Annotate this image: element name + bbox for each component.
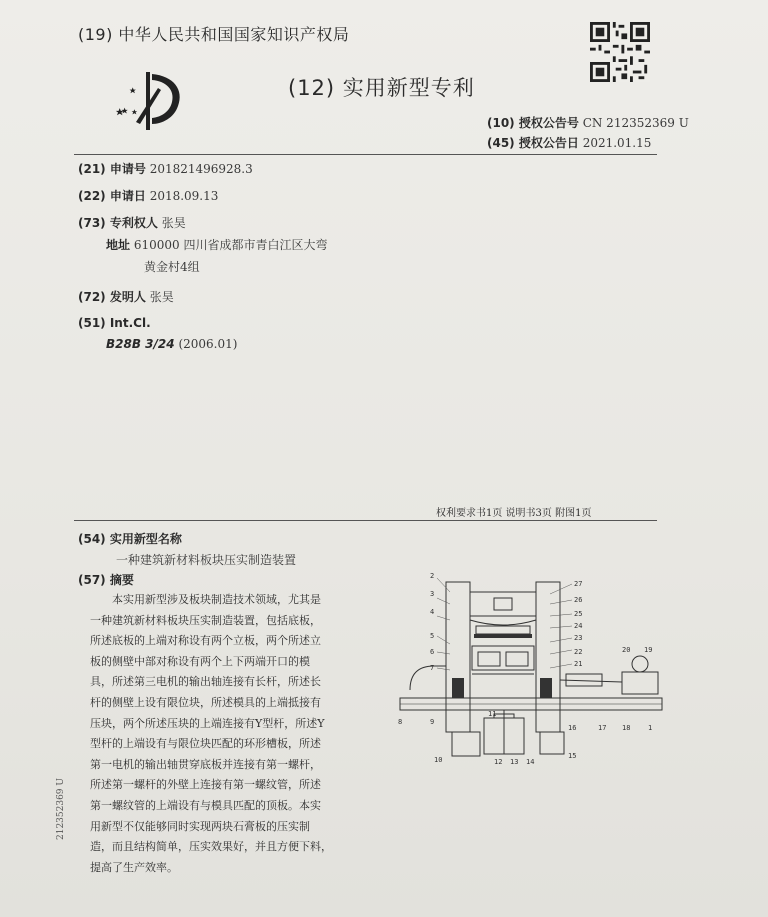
utility-model-title: 一种建筑新材料板块压实制造装置 [116,553,297,567]
figure-label: 19 [644,646,653,654]
office-name: (19) 中华人民共和国国家知识产权局 [78,25,350,44]
figure-label: 25 [574,610,583,618]
abstract-line: 本实用新型涉及板块制造技术领域，尤其是 [112,593,321,606]
figure-label: 4 [430,608,435,616]
address [106,236,327,253]
figure-label: 5 [430,632,435,640]
abstract-line: 型杆的上端设有与限位块匹配的环形槽板，所述 [90,737,321,751]
qr-code [590,22,650,82]
abstract-rule [74,520,657,521]
abstract-line: 杆的侧壁上设有限位块，所述模具的上端抵接有 [90,695,321,709]
figure-label: 14 [526,758,535,766]
abstract-line: 造，而且结构简单，压实效果好，并且方便下料， [90,840,332,854]
abstract-line: 具，所述第三电机的输出轴连接有长杆，所述长 [90,675,321,689]
pub-no-value: CN 212352369 U [582,116,689,130]
abstract-line: 一种建筑新材料板块压实制造装置，包括底板， [90,613,321,627]
page-counts: 权利要求书1页 说明书3页 附图1页 [436,508,592,519]
figure-label: 1 [648,724,653,732]
figure-label: 3 [430,590,435,598]
pub-date-value: 2021.01.15 [582,136,652,150]
address-line-1: 610000 四川省成都市青白江区大弯 [133,238,328,252]
figure-label: 16 [568,724,577,732]
int-cl [78,316,151,330]
figure-label: 6 [430,648,435,656]
intcl-label: (51) Int.Cl. [78,316,151,330]
abstract-line: 第一电机的输出轴贯穿底板并连接有第一螺杆， [90,757,321,771]
abstract-label: (57) 摘要 [78,573,134,587]
figure-label: 21 [574,660,583,668]
filing-value: 2018.09.13 [149,189,219,203]
filing-date [78,187,218,204]
figure-label: 15 [568,752,577,760]
abstract-line: 用新型不仅能够同时实现两块石膏板的压实制 [90,819,310,833]
address-line-2: 黄金村4组 [144,260,200,274]
figure-label: 24 [574,622,583,630]
figure-label: 10 [434,756,443,764]
app-no-value: 201821496928.3 [149,162,253,176]
abstract-text [90,590,373,878]
figure-label: 23 [574,634,583,642]
figure-label: 2 [430,572,435,580]
abstract-line: 板的侧壁中部对称设有两个上下两端开口的模 [90,654,310,668]
abstract-line: 所述第一螺杆的外壁上连接有第一螺纹管，所述 [90,778,321,792]
publication-date [487,134,651,151]
figure-label: 9 [430,718,435,726]
abstract-line: 所述底板的上端对称设有两个立板，两个所述立 [90,634,321,648]
intcl-code: B28B 3/24 [106,337,175,351]
document-type: (12) 实用新型专利 [288,76,475,100]
side-publication-number: 212352369 U [56,778,66,840]
abstract-line: 提高了生产效率。 [90,860,178,874]
inventor-value: 张昊 [149,290,174,304]
app-no-label: (21) 申请号 [78,162,146,176]
inventor [78,288,174,305]
figure-label: 17 [598,724,607,732]
cnipa-logo [112,68,192,134]
figure-label: 22 [574,648,583,656]
header-rule [74,154,657,155]
filing-label: (22) 申请日 [78,189,146,203]
figure-label: 27 [574,580,583,588]
pub-date-label: (45) 授权公告日 [487,136,579,150]
figure-label: 12 [494,758,503,766]
patentee [78,214,186,231]
address-label: 地址 [106,238,131,252]
title-label: (54) 实用新型名称 [78,532,182,546]
abstract-line: 压块，两个所述压块的上端连接有Y型杆，所述Y [90,716,325,730]
patentee-value: 张昊 [161,216,186,230]
pub-no-label: (10) 授权公告号 [487,116,579,130]
application-number [78,160,253,177]
apparatus-drawing [390,570,680,770]
figure-label: 18 [622,724,631,732]
figure-label: 20 [622,646,631,654]
inventor-label: (72) 发明人 [78,290,146,304]
figure-label: 8 [398,718,403,726]
figure-label: 11 [488,710,497,718]
figure-label: 7 [430,664,435,672]
intcl-date: (2006.01) [178,337,238,351]
int-cl-value [106,337,237,351]
patentee-label: (73) 专利权人 [78,216,158,230]
figure-label: 26 [574,596,583,604]
publication-number [487,114,689,131]
figure-label: 13 [510,758,519,766]
abstract-line: 第一螺纹管的上端设有与模具匹配的顶板。本实 [90,798,321,812]
